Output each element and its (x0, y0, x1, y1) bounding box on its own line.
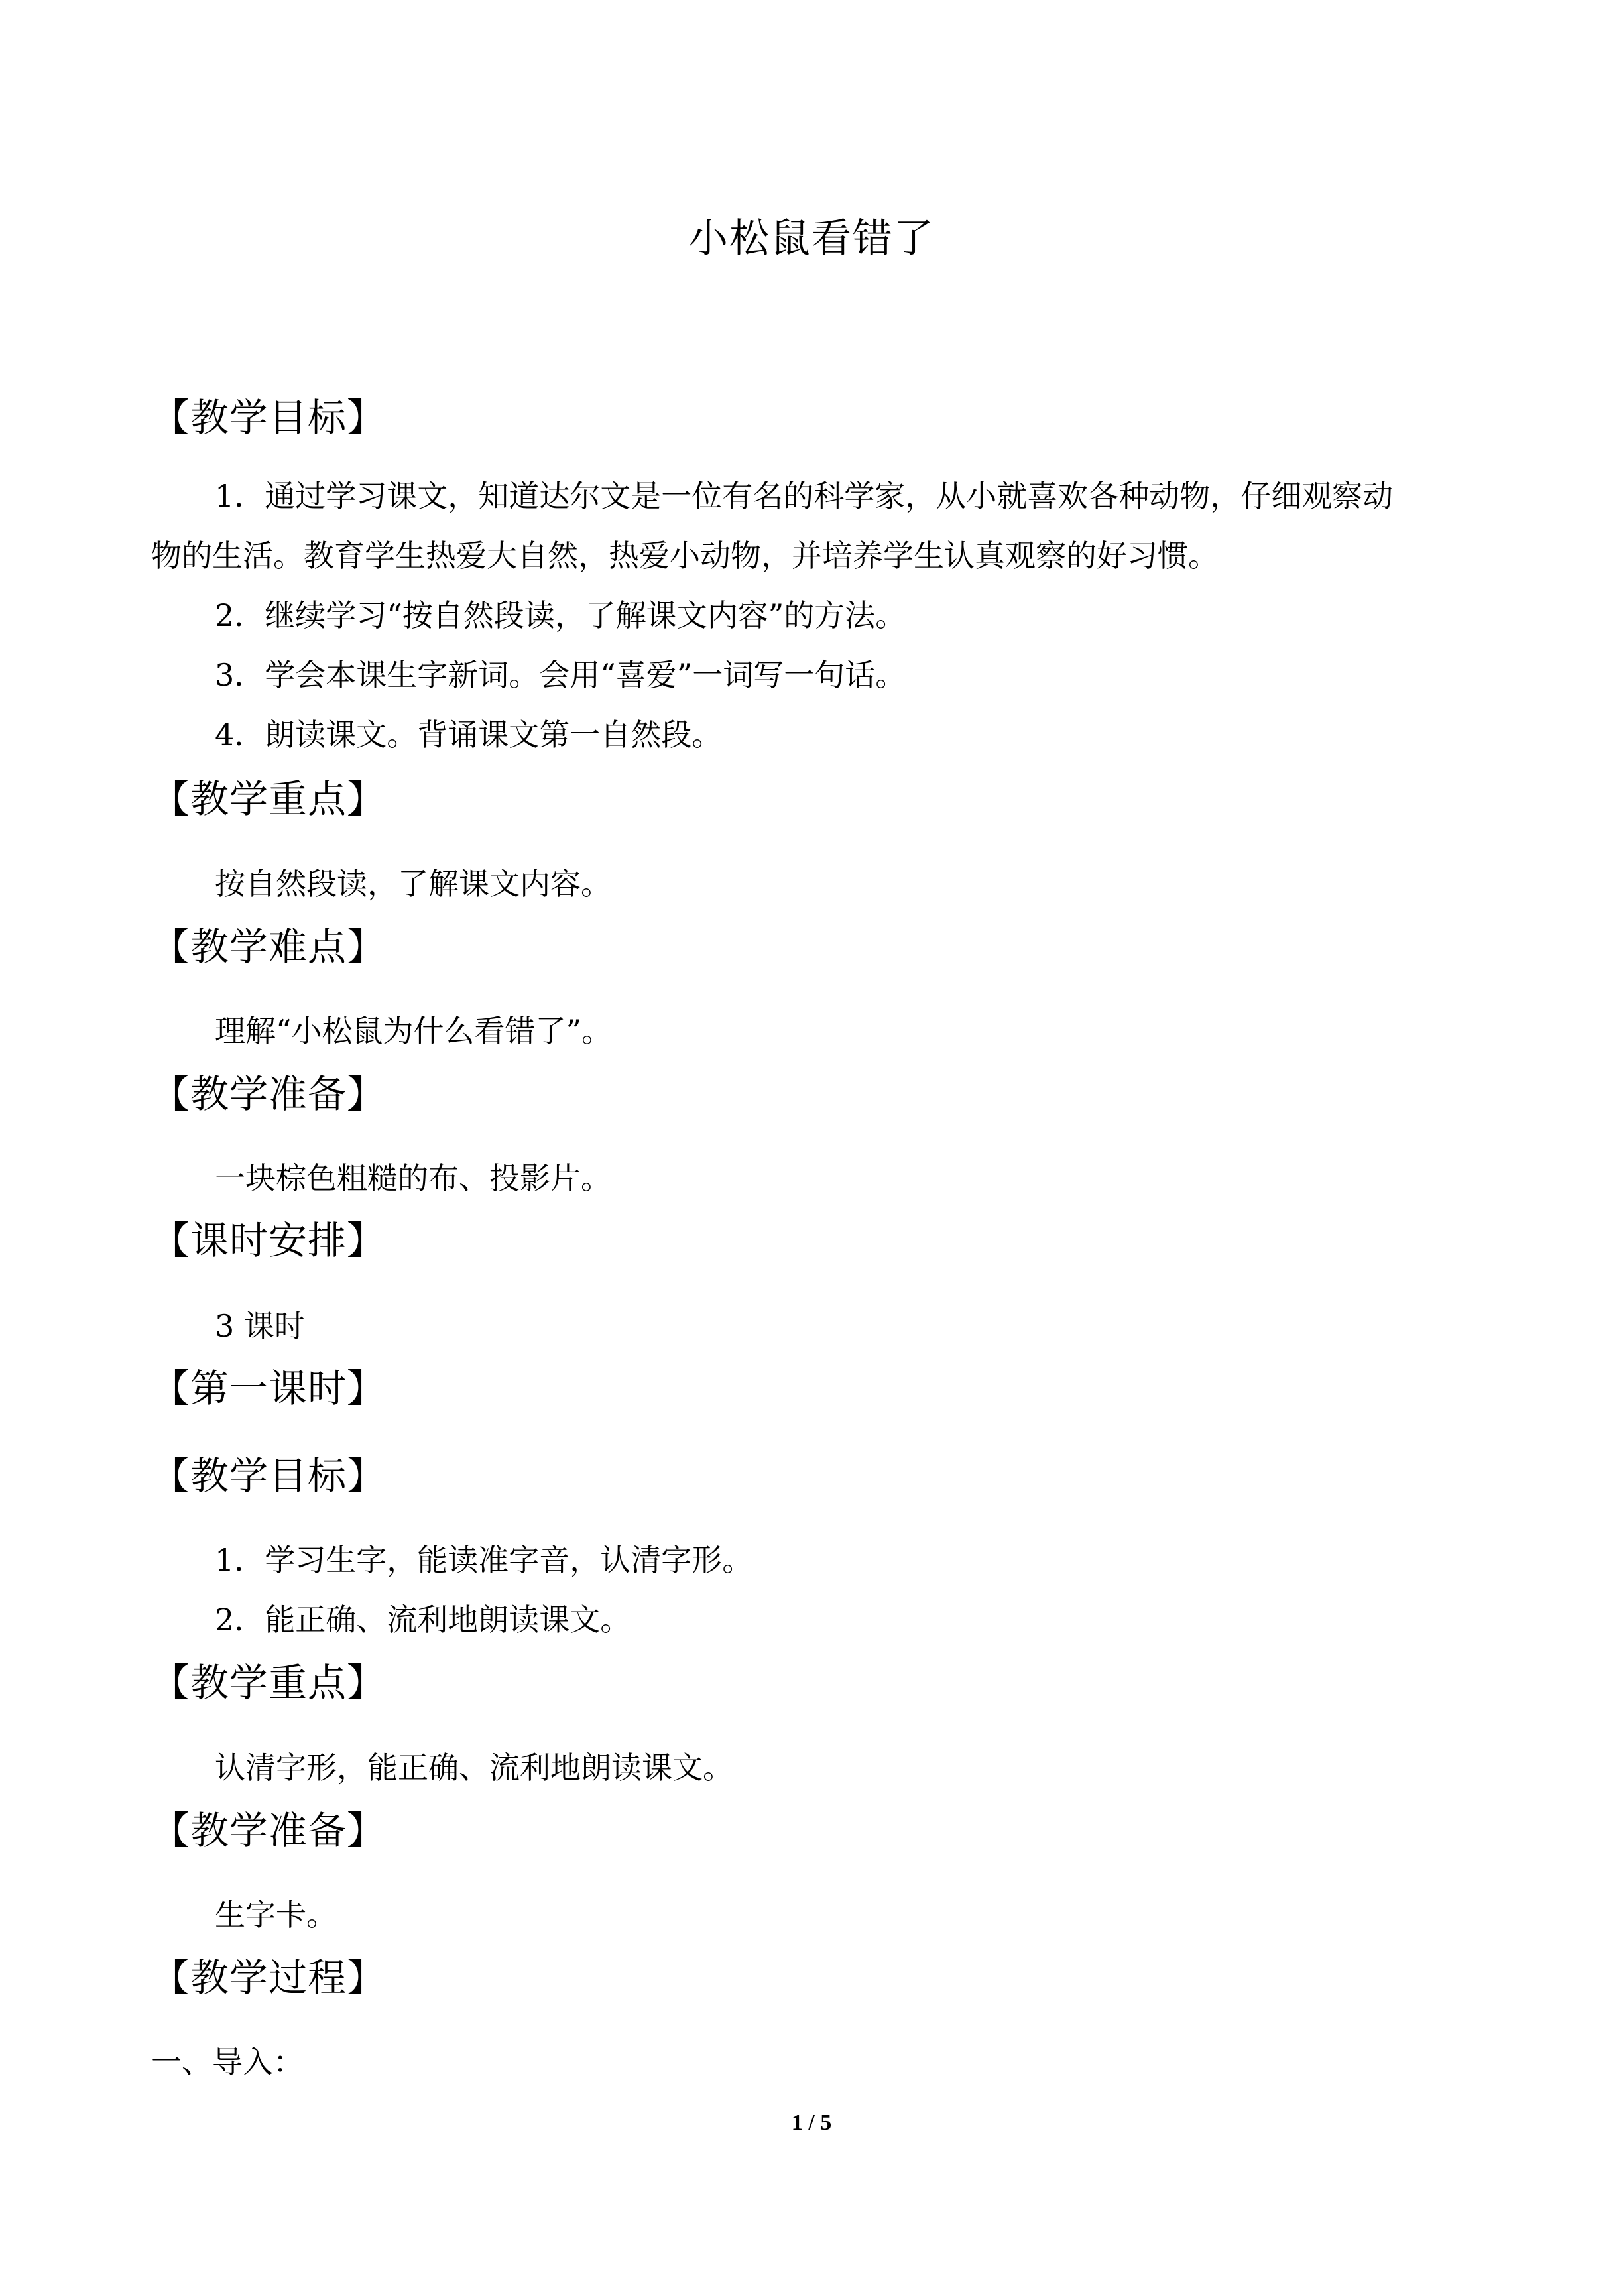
section-heading-first-lesson: 【第一课时】 (151, 1366, 387, 1411)
section-heading-schedule: 【课时安排】 (151, 1218, 387, 1263)
section-heading-teaching-process: 【教学过程】 (151, 1955, 387, 2000)
goal-item-4: 4．朗读课文。背诵课文第一自然段。 (215, 717, 723, 753)
lesson-key-points-text: 认清字形，能正确、流利地朗读课文。 (215, 1750, 733, 1785)
process-step-intro: 一、导入： (151, 2044, 304, 2080)
goal-item-1-continued: 物的生活。教育学生热爱大自然，热爱小动物，并培养学生认真观察的好习惯。 (151, 538, 1219, 574)
section-heading-lesson-preparation: 【教学准备】 (151, 1808, 387, 1853)
key-points-text: 按自然段读，了解课文内容。 (215, 866, 611, 902)
section-heading-key-points: 【教学重点】 (151, 776, 387, 821)
section-heading-teaching-goals: 【教学目标】 (151, 395, 387, 440)
goal-item-3: 3．学会本课生字新词。会用“喜爱”一词写一句话。 (215, 657, 906, 693)
lesson-goal-item-1: 1．学习生字，能读准字音，认清字形。 (215, 1542, 753, 1578)
section-heading-difficulties: 【教学难点】 (151, 924, 387, 969)
difficulties-text: 理解“小松鼠为什么看错了”。 (215, 1013, 613, 1049)
section-heading-preparation: 【教学准备】 (151, 1071, 387, 1117)
goal-item-1: 1．通过学习课文，知道达尔文是一位有名的科学家，从小就喜欢各种动物，仔细观察动 (215, 478, 1394, 514)
goal-item-2: 2．继续学习“按自然段读，了解课文内容”的方法。 (215, 597, 906, 633)
lesson-goal-item-2: 2．能正确、流利地朗读课文。 (215, 1602, 631, 1638)
section-heading-lesson-goals: 【教学目标】 (151, 1453, 387, 1498)
lesson-preparation-text: 生字卡。 (215, 1897, 337, 1933)
section-heading-lesson-key-points: 【教学重点】 (151, 1660, 387, 1705)
page-number: 1 / 5 (791, 2110, 832, 2135)
schedule-text: 3 课时 (215, 1308, 305, 1344)
preparation-text: 一块棕色粗糙的布、投影片。 (215, 1160, 611, 1196)
page-title: 小松鼠看错了 (688, 215, 935, 262)
